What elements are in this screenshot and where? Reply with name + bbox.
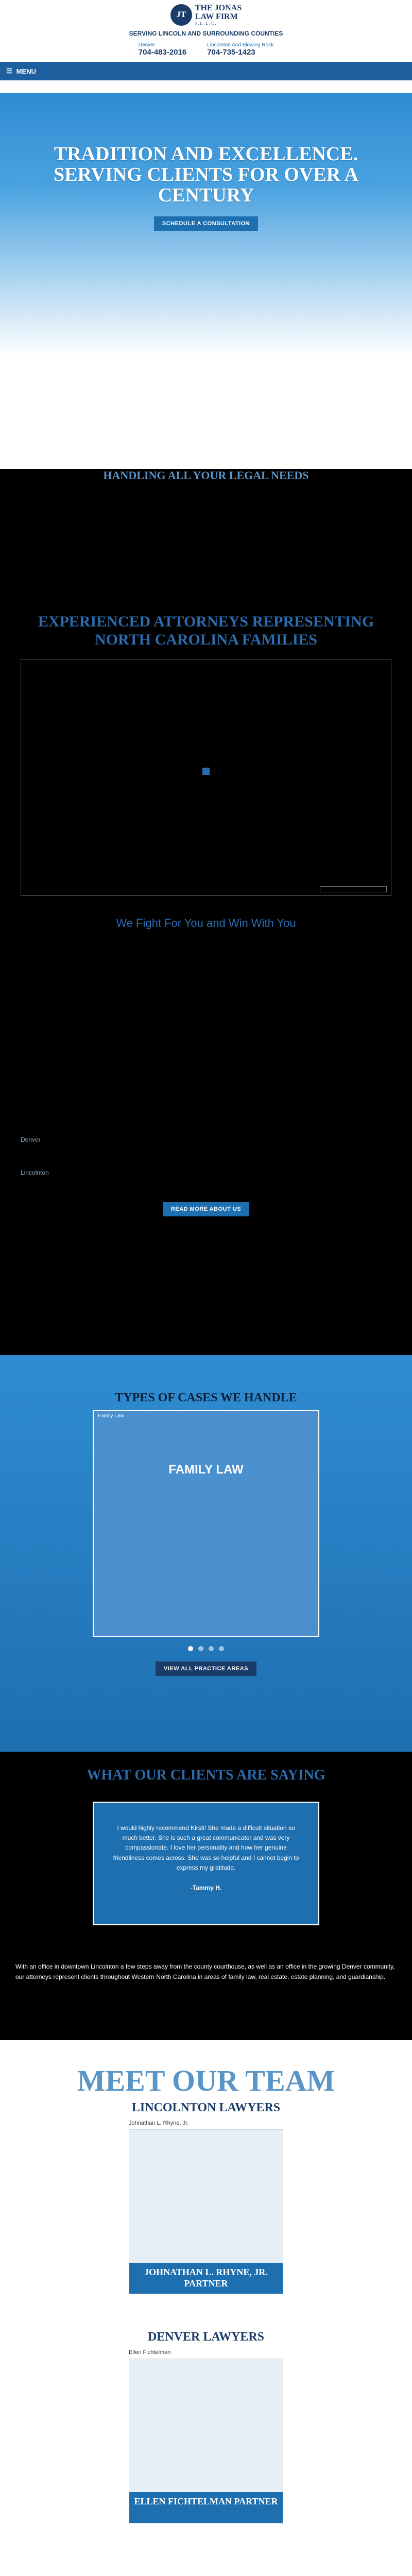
schedule-consultation-button[interactable]: SCHEDULE A CONSULTATION — [154, 216, 258, 231]
practice-section — [0, 469, 412, 582]
attorney-plate[interactable]: JOHNATHAN L. RHYNE, JR. PARTNER — [129, 2263, 283, 2294]
header-tagline: SERVING LINCOLN AND SURROUNDING COUNTIES — [129, 30, 283, 37]
logo-line-2: LAW FIRM — [195, 12, 238, 21]
logo-line-3: P.L.L.C. — [195, 21, 217, 26]
logo-line-1: THE JONAS — [195, 4, 242, 12]
carousel-dot[interactable] — [198, 1646, 203, 1651]
hero-title: TRADITION AND EXCELLENCE. SERVING CLIENTS FOR OVER A CENTURY — [53, 143, 358, 206]
practice-card[interactable] — [93, 1410, 319, 1637]
practice-bar — [0, 469, 412, 582]
practice-card-label[interactable]: FAMILY LAW — [168, 1463, 244, 1477]
phone-left-number[interactable]: 704-483-2016 — [138, 48, 187, 57]
site-header — [0, 0, 412, 93]
team-title: MEET OUR TEAM — [77, 2064, 335, 2097]
carousel-dot[interactable] — [209, 1646, 214, 1651]
logo-mark: JT — [170, 4, 192, 26]
attorney-card[interactable] — [129, 2120, 283, 2294]
intro-item-lincolnton: Lincolnton — [21, 1169, 49, 1176]
phone-left[interactable] — [139, 42, 186, 57]
phone-left-label: Denver — [138, 42, 156, 48]
hamburger-icon[interactable]: ☰ — [6, 67, 12, 75]
testimonial-quote: I would highly recommend Kirsti! She made a difficult situation so much better. She is such a great communicator and was very compassionate. I love her personality and how her genuine friendliness comes across. She was so helpful and I cannot begin to express my gratitude. — [113, 1824, 299, 1871]
team-section — [0, 2040, 412, 2576]
testimonial-card — [93, 1802, 319, 1925]
team-group-lincolnton: LINCOLNTON LAWYERS — [131, 2101, 281, 2114]
team-group-denver: DENVER LAWYERS — [147, 2330, 265, 2344]
intro-item-denver: Denver — [21, 1136, 41, 1143]
attorney-name: Johnathan L. Rhyne, Jr. — [129, 2120, 189, 2126]
site-logo[interactable] — [170, 4, 242, 26]
hero-section — [0, 93, 412, 469]
header-phones — [0, 42, 412, 57]
nav-bar — [0, 62, 412, 80]
testimonial-author: -Tammy H. — [190, 1884, 222, 1891]
testimonials-title: WHAT OUR CLIENTS ARE SAYING — [87, 1767, 325, 1783]
phone-right-number[interactable]: 704-735-1423 — [207, 48, 255, 57]
practice-title: HANDLING ALL YOUR LEGAL NEEDS — [103, 469, 309, 482]
testimonials-section — [0, 1752, 412, 2040]
view-practice-areas-button[interactable]: VIEW ALL PRACTICE AREAS — [156, 1662, 256, 1676]
phone-right[interactable] — [207, 42, 273, 57]
carousel-dot[interactable] — [188, 1646, 193, 1651]
carousel-dot[interactable] — [219, 1646, 224, 1651]
cases-section — [0, 1355, 412, 1752]
cases-title: TYPES OF CASES WE HANDLE — [115, 1391, 297, 1404]
intro-section — [0, 582, 412, 1355]
intro-title: EXPERIENCED ATTORNEYS REPRESENTING NORTH CAROLINA FAMILIES — [38, 613, 374, 648]
phone-right-label: Lincolnton And Blowing Rock — [207, 42, 274, 48]
logo-text — [195, 4, 242, 26]
attorney-photo[interactable] — [129, 2359, 283, 2523]
attorney-photo[interactable] — [129, 2129, 283, 2294]
carousel-dots — [0, 1646, 412, 1651]
intro-list — [21, 1136, 391, 1176]
read-more-button[interactable]: READ MORE ABOUT US — [163, 1202, 249, 1216]
play-icon[interactable] — [202, 768, 210, 775]
menu-button[interactable]: MENU — [16, 67, 36, 75]
attorney-plate[interactable]: ELLEN FICHTELMAN PARTNER — [129, 2492, 283, 2523]
office-description: With an office in downtown Lincolnton a few steps away from the county courthouse, as well as an office in the growing Denver community, our attorneys represent clients throughout Western North Carolina in areas of family law, real estate, estate planning, and guardianship. — [15, 1963, 395, 1981]
video-controls[interactable] — [320, 886, 387, 892]
intro-subtitle: We Fight For You and Win With You — [116, 917, 296, 929]
video-player[interactable] — [21, 659, 391, 896]
practice-card-tag: Family Law — [98, 1413, 124, 1419]
attorney-card[interactable] — [129, 2349, 283, 2523]
attorney-name: Ellen Fichtelman — [129, 2349, 171, 2355]
